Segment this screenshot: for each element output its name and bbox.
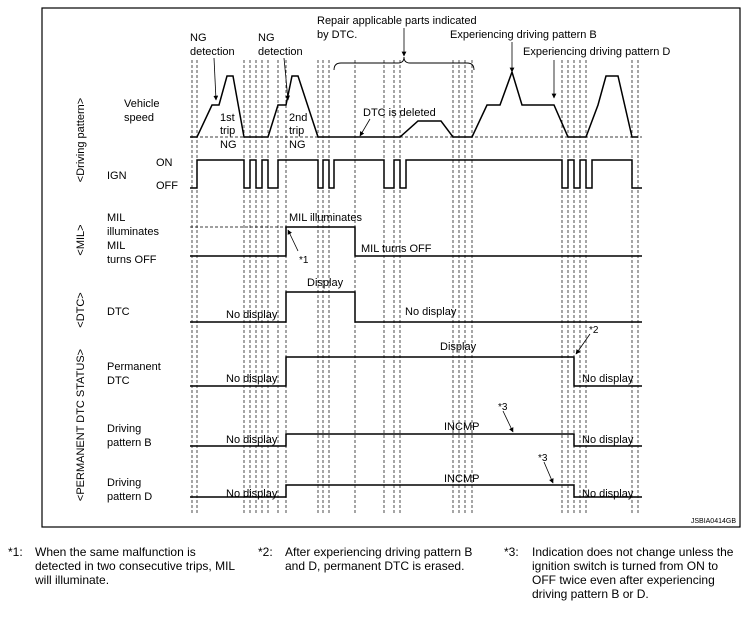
ng-detection-2-line2: detection [258, 46, 303, 58]
permanent-display: Display [440, 341, 477, 353]
ng-detection-1-line2: detection [190, 46, 235, 58]
figure-code: JSBIA0414GB [690, 518, 736, 525]
trip-1-ng: NG [220, 139, 237, 151]
footnote-2-mark: *2: [258, 545, 273, 559]
row-label-permanent-dtc-line2: DTC [107, 375, 130, 387]
note-3-marker-b: *3 [498, 402, 508, 413]
repair-note-line2: by DTC. [317, 29, 358, 41]
note-1-marker: *1 [299, 255, 309, 266]
note-1-arrow [288, 230, 298, 251]
ign-waveform [190, 160, 642, 188]
row-label-ign: IGN [107, 170, 127, 182]
dtc-deleted-label: DTC is deleted [363, 107, 436, 119]
pattern-b-no-display-2: No display [582, 434, 634, 446]
section-label-dtc: <DTC> [75, 292, 87, 328]
pattern-b-incmp: INCMP [444, 421, 480, 433]
footnote-1-text: When the same malfunction is detected in two consecutive trips, MIL will illuminate. [35, 545, 235, 587]
row-label-mil-off-line2: turns OFF [107, 254, 157, 266]
experiencing-pattern-b-label: Experiencing driving pattern B [450, 29, 597, 41]
row-label-mil-illuminates-line2: illuminates [107, 226, 159, 238]
experiencing-pattern-d-label: Experiencing driving pattern D [523, 46, 671, 58]
trip-2-ng: NG [289, 139, 306, 151]
row-label-dtc: DTC [107, 306, 130, 318]
section-label-permanent-dtc-status: <PERMANENT DTC STATUS> [75, 348, 87, 502]
row-label-pattern-d-line1: Driving [107, 477, 142, 489]
row-label-mil-illuminates-line1: MIL [107, 212, 126, 224]
dtc-no-display-2: No display [405, 306, 457, 318]
pattern-d-no-display-1: No display [226, 488, 278, 500]
note-2-marker: *2 [589, 325, 599, 336]
row-label-pattern-b-line2: pattern B [107, 437, 152, 449]
row-label-ign-off: OFF [156, 180, 178, 192]
dtc-deleted-arrow [360, 119, 370, 136]
ng-detection-1-arrow [214, 58, 216, 100]
pattern-d-no-display-2: No display [582, 488, 634, 500]
trip-2-line2: trip [289, 125, 305, 137]
permanent-no-display-2: No display [582, 373, 634, 385]
ng-detection-1-line1: NG [190, 32, 207, 44]
diagram-frame [42, 8, 740, 527]
footnote-2-text: After experiencing driving pattern B and D, permanent DTC is erased. [285, 545, 473, 573]
footnote-3-mark: *3: [504, 545, 519, 559]
dtc-no-display-1: No display [226, 309, 278, 321]
mil-turns-off-annotation: MIL turns OFF [361, 243, 432, 255]
row-label-vehicle-speed-line2: speed [124, 112, 154, 124]
ng-detection-2-arrow [284, 58, 288, 100]
note-2-arrow [576, 334, 590, 354]
row-label-mil-off-line1: MIL [107, 240, 126, 252]
footnote-1-mark: *1: [8, 545, 23, 559]
ng-detection-2-line1: NG [258, 32, 275, 44]
pattern-b-no-display-1: No display [226, 434, 278, 446]
row-label-permanent-dtc-line1: Permanent [107, 361, 161, 373]
vehicle-speed-waveform [190, 72, 638, 137]
section-label-mil: <MIL> [75, 224, 87, 256]
footnote-3-text: Indication does not change unless the ignition switch is turned from ON to OFF twice even after experiencing driving pattern B or D. [532, 545, 734, 601]
pattern-d-incmp: INCMP [444, 473, 480, 485]
row-label-vehicle-speed-line1: Vehicle [124, 98, 160, 110]
trip-1-line1: 1st [220, 112, 235, 124]
permanent-no-display-1: No display [226, 373, 278, 385]
note-3-arrow-b [503, 411, 513, 432]
row-label-pattern-d-line2: pattern D [107, 491, 153, 503]
dtc-display: Display [307, 277, 344, 289]
section-label-driving-pattern: <Driving pattern> [75, 97, 87, 183]
row-label-ign-on: ON [156, 157, 173, 169]
mil-illuminates-annotation: MIL illuminates [289, 212, 362, 224]
repair-brace [334, 57, 474, 70]
note-3-marker-d: *3 [538, 453, 548, 464]
note-3-arrow-d [544, 462, 553, 483]
trip-2-line1: 2nd [289, 112, 308, 124]
repair-note-line1: Repair applicable parts indicated [317, 15, 477, 27]
trip-1-line2: trip [220, 125, 236, 137]
row-label-pattern-b-line1: Driving [107, 423, 142, 435]
